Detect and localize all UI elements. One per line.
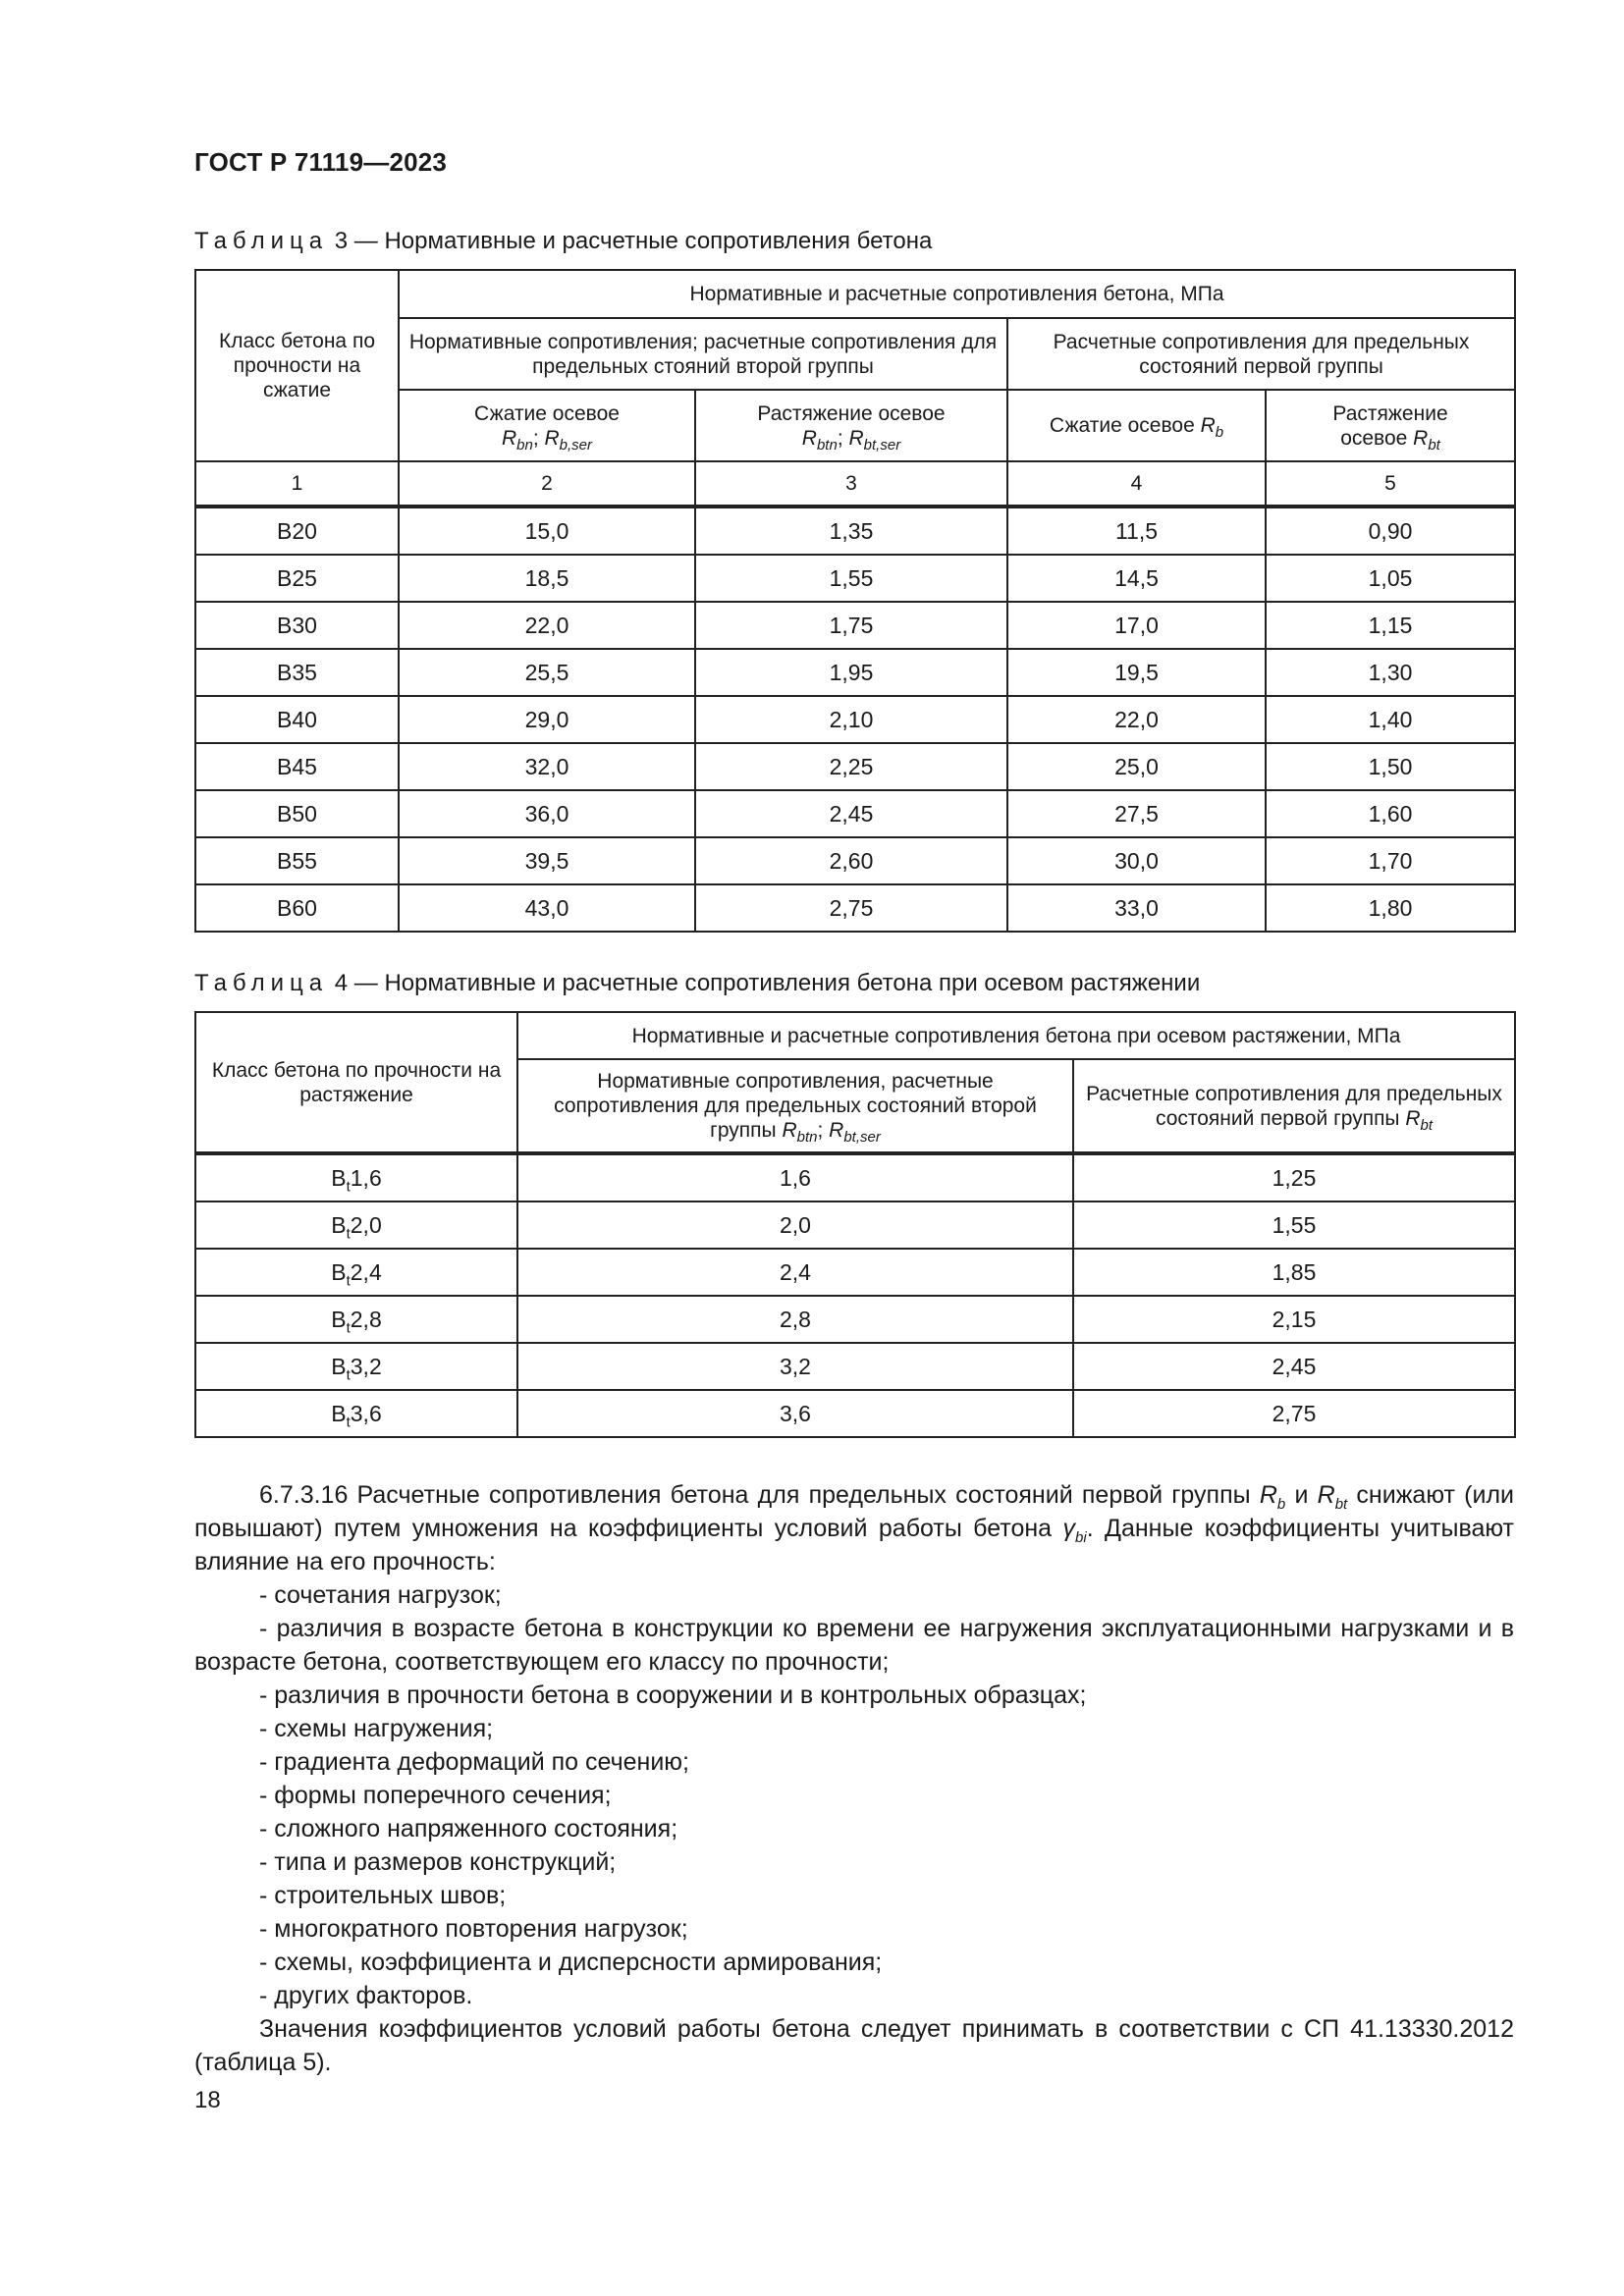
- list-item: - формы поперечного сечения;: [259, 1782, 612, 1809]
- table-row: [195, 555, 1515, 602]
- table-cell: B50: [195, 790, 399, 837]
- table-cell: 5: [1266, 461, 1515, 507]
- table4-col-class: Класс бетона по прочности на растяжение: [195, 1012, 517, 1153]
- list-item: - строительных швов;: [259, 1882, 507, 1909]
- paragraph-last: Значения коэффициентов условий работы бетона следует принимать в соответствии с СП 41.13330.2012 (таблица 5).: [194, 2015, 1514, 2076]
- table-cell: 19,5: [1007, 649, 1266, 696]
- table-row: [195, 696, 1515, 743]
- table-row: [195, 790, 1515, 837]
- table-row: [195, 649, 1515, 696]
- table-cell: 22,0: [1007, 696, 1266, 743]
- document-header: ГОСТ Р 71119—2023: [194, 147, 448, 177]
- table-cell: 1,60: [1266, 790, 1515, 837]
- table4-col2-header: Нормативные сопротивления, расчетные сопротивления для предельных состояний второй группы $R_{btn}$; $R_{bt,ser}$: [517, 1059, 1073, 1153]
- table3-group-header: Нормативные и расчетные сопротивления бетона, МПа: [399, 270, 1515, 318]
- table-row: [195, 507, 1515, 555]
- table-cell: $B_t2,8$: [195, 1296, 517, 1343]
- table-cell: 30,0: [1007, 837, 1266, 884]
- paragraph-6-7-3-16: 6.7.3.16 Расчетные сопротивления бетона для предельных состояний первой группы $R_b$ и $R_{bt}$ снижают (или повышают) путем умножения на коэффициенты условий работы бетона $\gamma_{bi}$. Данные коэффициенты учитывают влияние на его прочность:: [194, 1481, 1515, 1575]
- table4-group-header: Нормативные и расчетные сопротивления бетона при осевом растяжении, МПа: [517, 1012, 1515, 1059]
- list-item: - других факторов.: [259, 1982, 473, 2009]
- table-row: [195, 1296, 1515, 1343]
- table-cell: 2,25: [695, 743, 1007, 790]
- table-cell: 1,95: [695, 649, 1007, 696]
- page-number: 18: [194, 2087, 221, 2113]
- table-cell: 2: [399, 461, 695, 507]
- table3-col3-header: Растяжение осевое $R_{btn}$; $R_{bt,ser}$: [695, 390, 1007, 461]
- table-cell: 3: [695, 461, 1007, 507]
- table-cell: B20: [195, 507, 399, 555]
- table-row: [195, 743, 1515, 790]
- table-cell: B30: [195, 602, 399, 649]
- table-row: [195, 1249, 1515, 1296]
- table-cell: 18,5: [399, 555, 695, 602]
- table-cell: 43,0: [399, 884, 695, 932]
- list-item: - схемы нагружения;: [259, 1715, 494, 1742]
- table-cell: 2,45: [1073, 1343, 1515, 1390]
- table-cell: 1,25: [1073, 1153, 1515, 1201]
- table-cell: 2,15: [1073, 1296, 1515, 1343]
- table-cell: 25,0: [1007, 743, 1266, 790]
- table-cell: 1,30: [1266, 649, 1515, 696]
- list-item: - различия в возрасте бетона в конструкции ко времени ее нагружения эксплуатационными нагрузками и в возрасте бетона, соответствующем его классу по прочности;: [194, 1615, 1514, 1676]
- table-cell: 4: [1007, 461, 1266, 507]
- table-cell: 29,0: [399, 696, 695, 743]
- table-row: [195, 1201, 1515, 1249]
- table-cell: 1,6: [517, 1153, 1073, 1201]
- table-cell: 1,75: [695, 602, 1007, 649]
- table3-sub-normative: Нормативные сопротивления; расчетные сопротивления для предельных стояний второй группы: [399, 318, 1007, 390]
- table-cell: $B_t2,0$: [195, 1201, 517, 1249]
- table-cell: 2,8: [517, 1296, 1073, 1343]
- table4-caption: [194, 970, 1200, 997]
- table-cell: 14,5: [1007, 555, 1266, 602]
- table-cell: B55: [195, 837, 399, 884]
- table-cell: 2,0: [517, 1201, 1073, 1249]
- table-cell: 15,0: [399, 507, 695, 555]
- table-cell: 3,6: [517, 1390, 1073, 1437]
- table3-caption-word: Таблица: [194, 228, 329, 254]
- table3-number-row: [195, 461, 1515, 507]
- table-cell: 1,40: [1266, 696, 1515, 743]
- table-cell: B45: [195, 743, 399, 790]
- body-text: [194, 1478, 1514, 2079]
- table-cell: 17,0: [1007, 602, 1266, 649]
- table4-caption-text: 4 — Нормативные и расчетные сопротивления бетона при осевом растяжении: [334, 970, 1201, 996]
- table-cell: 1,05: [1266, 555, 1515, 602]
- table-cell: 2,75: [1073, 1390, 1515, 1437]
- table3: [194, 269, 1516, 933]
- list-item: - типа и размеров конструкций;: [259, 1848, 617, 1876]
- table-cell: 0,90: [1266, 507, 1515, 555]
- list-item: - сочетания нагрузок;: [259, 1581, 502, 1609]
- table4: [194, 1011, 1516, 1438]
- table-cell: 39,5: [399, 837, 695, 884]
- table3-col4-header: Сжатие осевое $R_b$: [1007, 390, 1266, 461]
- table-cell: 11,5: [1007, 507, 1266, 555]
- table-cell: 22,0: [399, 602, 695, 649]
- table-row: [195, 837, 1515, 884]
- table-cell: 2,75: [695, 884, 1007, 932]
- table-cell: 1: [195, 461, 399, 507]
- table-cell: 1,70: [1266, 837, 1515, 884]
- table-cell: $B_t2,4$: [195, 1249, 517, 1296]
- table-cell: 1,50: [1266, 743, 1515, 790]
- table-cell: 36,0: [399, 790, 695, 837]
- list-item: - схемы, коэффициента и дисперсности армирования;: [259, 1949, 883, 1976]
- table-cell: $B_t3,6$: [195, 1390, 517, 1437]
- table4-col3-header: Расчетные сопротивления для предельных состояний первой группы $R_{bt}$: [1073, 1059, 1515, 1153]
- table-cell: 1,85: [1073, 1249, 1515, 1296]
- list-item: - сложного напряженного состояния;: [259, 1815, 678, 1842]
- table3-caption: [194, 228, 932, 255]
- table-cell: 1,80: [1266, 884, 1515, 932]
- table-cell: B25: [195, 555, 399, 602]
- list-item: - градиента деформаций по сечению;: [259, 1748, 689, 1776]
- table-row: [195, 884, 1515, 932]
- table3-caption-text: 3 — Нормативные и расчетные сопротивления бетона: [334, 228, 933, 254]
- table-cell: 2,10: [695, 696, 1007, 743]
- list-item: - различия в прочности бетона в сооружении и в контрольных образцах;: [259, 1682, 1087, 1709]
- table3-col5-header: Растяжение осевое $R_{bt}$: [1266, 390, 1515, 461]
- table-cell: 1,35: [695, 507, 1007, 555]
- table-cell: 1,55: [695, 555, 1007, 602]
- table-row: [195, 602, 1515, 649]
- table-cell: 2,60: [695, 837, 1007, 884]
- table-cell: 3,2: [517, 1343, 1073, 1390]
- list-item: - многократного повторения нагрузок;: [259, 1915, 688, 1943]
- table-row: [195, 1343, 1515, 1390]
- table3-sub-design: Расчетные сопротивления для предельных состояний первой группы: [1007, 318, 1515, 390]
- table4-caption-word: Таблица: [194, 970, 329, 996]
- table-cell: B40: [195, 696, 399, 743]
- table-cell: 32,0: [399, 743, 695, 790]
- table-cell: 27,5: [1007, 790, 1266, 837]
- table-cell: B35: [195, 649, 399, 696]
- table3-col-class: Класс бетона по прочности на сжатие: [195, 270, 399, 461]
- table-row: [195, 1390, 1515, 1437]
- table-row: [195, 1153, 1515, 1201]
- table-cell: 2,4: [517, 1249, 1073, 1296]
- table-cell: 33,0: [1007, 884, 1266, 932]
- table-cell: 25,5: [399, 649, 695, 696]
- table-cell: 1,15: [1266, 602, 1515, 649]
- table3-col2-header: Сжатие осевое $R_{bn}$; $R_{b,ser}$: [399, 390, 695, 461]
- table-cell: $B_t1,6$: [195, 1153, 517, 1201]
- table-cell: $B_t3,2$: [195, 1343, 517, 1390]
- table-cell: B60: [195, 884, 399, 932]
- table-cell: 1,55: [1073, 1201, 1515, 1249]
- table-cell: 2,45: [695, 790, 1007, 837]
